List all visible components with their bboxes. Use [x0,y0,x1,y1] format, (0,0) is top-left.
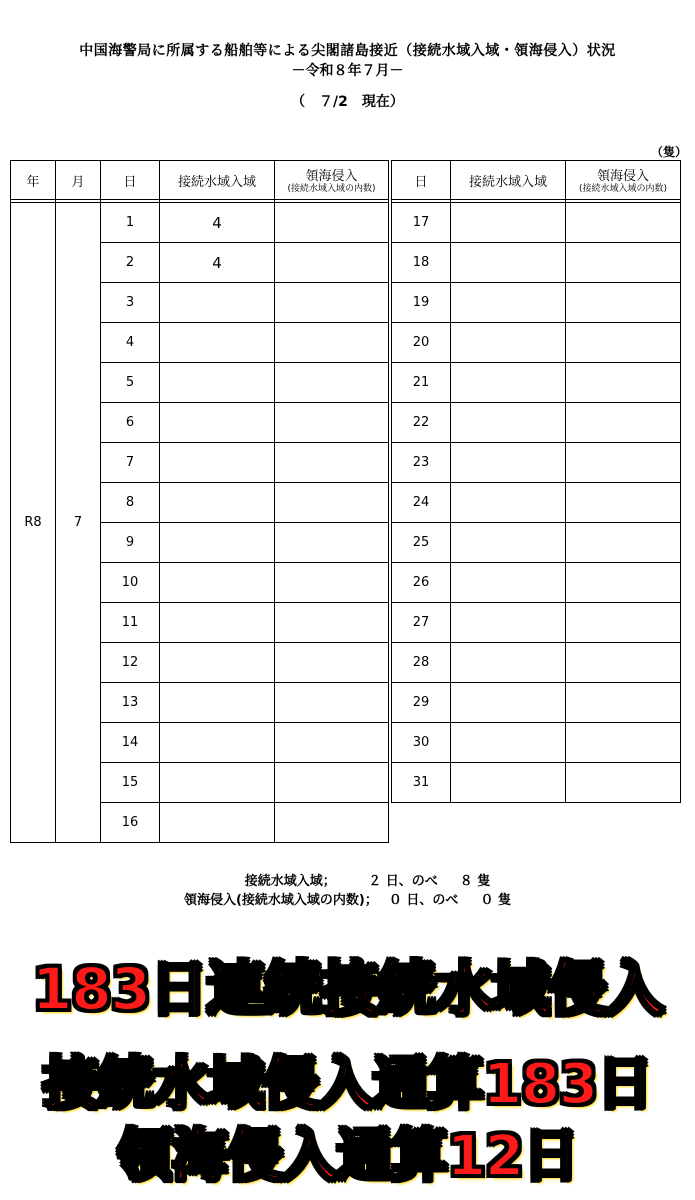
contiguous-cell [451,723,566,763]
contiguous-cell [451,403,566,443]
table-row [11,203,389,243]
header-contiguous: 接続水域入域 [160,161,275,200]
day-cell: 20 [392,323,451,363]
header-territorial-label: 領海侵入 [305,169,358,184]
day-cell: 9 [101,523,160,563]
territorial-cell [275,363,389,403]
contiguous-cell [451,483,566,523]
contiguous-cell [160,603,275,643]
contiguous-cell [160,283,275,323]
territorial-cell [275,523,389,563]
day-cell: 1 [101,203,160,243]
table-row [392,763,681,803]
territorial-cell [275,443,389,483]
territorial-cell [275,563,389,603]
document-subtitle: －令和８年７月－ [291,63,404,79]
table-row [392,323,681,363]
territorial-cell [275,683,389,723]
day-cell: 18 [392,243,451,283]
banner-contiguous-total: 接続水域侵入通算183日 [43,1052,652,1117]
day-cell: 5 [101,363,160,403]
contiguous-cell [451,603,566,643]
territorial-cell [275,323,389,363]
table-row [392,443,681,483]
day-cell: 3 [101,283,160,323]
contiguous-cell [451,763,566,803]
territorial-cell [566,283,681,323]
table-row [392,523,681,563]
territorial-cell [275,483,389,523]
contiguous-cell [160,443,275,483]
day-cell: 4 [101,323,160,363]
day-cell: 13 [101,683,160,723]
summary-contiguous: 接続水域入域； ２ 日、のべ ８ 隻 [244,874,491,889]
table-row [392,483,681,523]
contiguous-cell: 4 [160,243,275,283]
territorial-cell [275,643,389,683]
contiguous-cell [451,243,566,283]
territorial-cell [566,643,681,683]
table-row [392,283,681,323]
table-row [392,723,681,763]
day-cell: 7 [101,443,160,483]
territorial-cell [275,283,389,323]
day-cell: 24 [392,483,451,523]
day-cell: 31 [392,763,451,803]
territorial-cell [566,443,681,483]
left-table [10,160,389,843]
table-row [392,363,681,403]
contiguous-cell [451,563,566,603]
day-cell: 22 [392,403,451,443]
territorial-cell [566,523,681,563]
table-row [392,403,681,443]
territorial-cell [275,603,389,643]
header-contiguous-right: 接続水域入域 [451,161,566,200]
territorial-cell [566,563,681,603]
document-title: 中国海警局に所属する船舶等による尖閣諸島接近（接続水域入域・領海侵入）状況 [79,43,616,59]
contiguous-cell [160,523,275,563]
territorial-cell [275,763,389,803]
table-row [392,643,681,683]
unit-label: （隻） [650,145,687,159]
day-cell: 8 [101,483,160,523]
territorial-cell [566,243,681,283]
territorial-cell [275,203,389,243]
day-cell: 21 [392,363,451,403]
header-territorial-note: (接続水域入域の内数) [287,184,376,194]
territorial-cell [566,683,681,723]
contiguous-cell [451,363,566,403]
day-cell: 26 [392,563,451,603]
contiguous-cell [451,283,566,323]
day-cell: 28 [392,643,451,683]
day-cell: 6 [101,403,160,443]
territorial-cell [566,203,681,243]
territorial-cell [275,403,389,443]
territorial-cell [566,403,681,443]
day-cell: 19 [392,283,451,323]
contiguous-cell [160,683,275,723]
day-cell: 23 [392,443,451,483]
contiguous-cell [451,323,566,363]
contiguous-cell [160,483,275,523]
table-row [392,683,681,723]
header-month: 月 [56,161,101,200]
header-territorial-note-right: (接続水域入域の内数) [578,184,668,194]
table-row [392,243,681,283]
header-territorial [275,161,389,200]
territorial-cell [566,723,681,763]
right-table [391,160,681,803]
header-day-right: 日 [392,161,451,200]
day-cell: 12 [101,643,160,683]
contiguous-cell [160,763,275,803]
contiguous-cell [451,643,566,683]
table-row [392,203,681,243]
header-territorial-right [566,161,681,200]
header-day: 日 [101,161,160,200]
day-cell: 29 [392,683,451,723]
month-cell: 7 [56,203,101,843]
table-row [392,603,681,643]
contiguous-cell [451,443,566,483]
contiguous-cell [160,563,275,603]
day-cell: 16 [101,803,160,843]
banner-consecutive-days: 183日連続接続水域侵入 [31,955,664,1023]
table-row [392,563,681,603]
contiguous-cell: 4 [160,203,275,243]
contiguous-cell [160,323,275,363]
day-cell: 25 [392,523,451,563]
contiguous-cell [160,403,275,443]
header-year: 年 [11,161,56,200]
territorial-cell [566,483,681,523]
banner-territorial-total: 領海侵入通算12日 [117,1124,578,1189]
territorial-cell [275,723,389,763]
contiguous-cell [160,803,275,843]
as-of-date: （ ７/2 現在） [291,94,404,110]
territorial-cell [566,763,681,803]
day-cell: 2 [101,243,160,283]
header-territorial-label-right: 領海侵入 [596,169,649,184]
contiguous-cell [160,723,275,763]
day-cell: 15 [101,763,160,803]
contiguous-cell [451,683,566,723]
day-cell: 14 [101,723,160,763]
territorial-cell [566,603,681,643]
summary-territorial: 領海侵入(接続水域入域の内数)； ０ 日、のべ ０ 隻 [183,893,511,908]
day-cell: 30 [392,723,451,763]
territorial-cell [275,803,389,843]
contiguous-cell [160,643,275,683]
contiguous-cell [451,523,566,563]
territorial-cell [566,363,681,403]
year-cell: R8 [11,203,56,843]
day-cell: 10 [101,563,160,603]
contiguous-cell [451,203,566,243]
day-cell: 11 [101,603,160,643]
territorial-cell [566,323,681,363]
day-cell: 17 [392,203,451,243]
contiguous-cell [160,363,275,403]
territorial-cell [275,243,389,283]
day-cell: 27 [392,603,451,643]
